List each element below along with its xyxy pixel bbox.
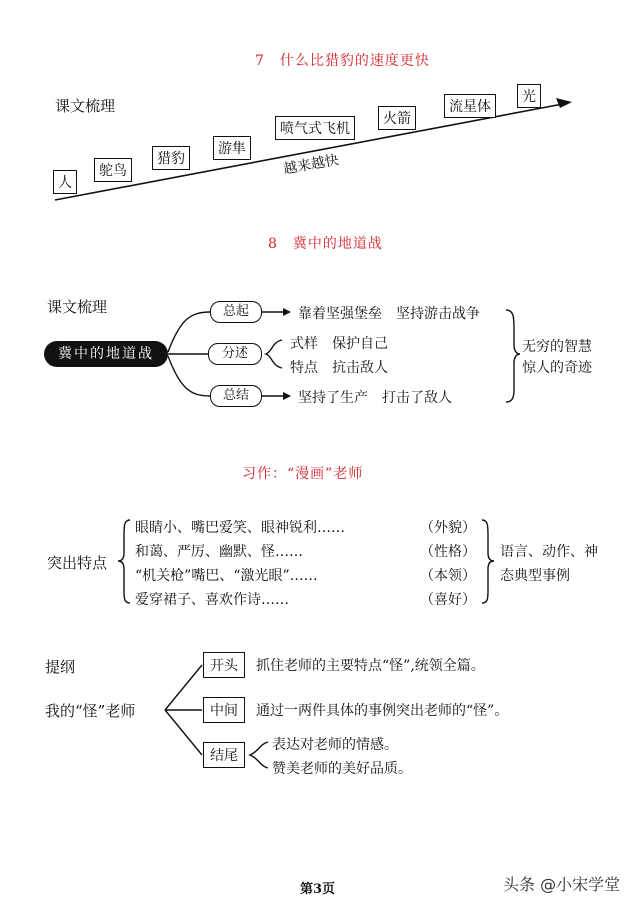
lesson8-center-node: 冀中的地道战: [44, 341, 168, 367]
step-box-7: 流星体: [444, 94, 496, 118]
outline-tag-opening: 开头: [203, 652, 245, 678]
outline-center: 我的“怪”老师: [45, 702, 136, 720]
feature-row-4: 爱穿裙子、喜欢作诗……: [135, 592, 289, 608]
lesson8-summary-1: 无穷的智慧: [522, 339, 592, 355]
branch-line-intro: 靠着坚强堡垒 坚持游击战争: [298, 306, 480, 322]
lesson7-title: 7 什么比猎豹的速度更快: [255, 53, 430, 69]
lesson8-section-label: 课文梳理: [47, 298, 108, 316]
feature-tag-4: （喜好）: [420, 592, 476, 608]
step-box-1: 人: [53, 170, 77, 194]
outline-tag-middle: 中间: [203, 697, 245, 723]
branch-tag-detail: 分述: [208, 343, 262, 365]
lesson8-title: 8 冀中的地道战: [268, 236, 383, 252]
branch-line-conclusion: 坚持了生产 打击了敌人: [298, 390, 452, 406]
composition-summary-1: 语言、动作、神: [500, 544, 598, 560]
step-box-2: 鸵鸟: [94, 158, 132, 182]
feature-tag-2: （性格）: [420, 544, 476, 560]
outline-tag-ending: 结尾: [203, 742, 245, 768]
step-box-6: 火箭: [378, 106, 416, 130]
composition-title: 习作：“漫画”老师: [242, 466, 364, 482]
feature-tag-1: （外貌）: [420, 520, 476, 536]
outline-text-ending-2: 赞美老师的美好品质。: [272, 761, 412, 777]
feature-row-3: “机关枪”嘴巴、“激光眼”……: [135, 568, 318, 584]
step-box-4: 游隼: [213, 136, 251, 160]
outline-label: 提纲: [45, 658, 76, 676]
outline-text-ending-1: 表达对老师的情感。: [272, 737, 398, 753]
feature-row-1: 眼睛小、嘴巴爱笑、眼神锐利……: [135, 520, 345, 536]
branch-line-detail-1: 式样 保护自己: [290, 336, 388, 352]
lesson7-section-label: 课文梳理: [55, 97, 116, 115]
step-box-8: 光: [517, 84, 541, 108]
trend-label: 越来越快: [282, 152, 341, 178]
watermark: 头条 @小宋学堂: [503, 875, 621, 894]
outline-text-middle: 通过一两件具体的事例突出老师的“怪”。: [256, 703, 509, 719]
feature-tag-3: （本领）: [420, 568, 476, 584]
branch-line-detail-2: 特点 抗击敌人: [290, 360, 388, 376]
composition-label: 突出特点: [47, 554, 108, 572]
lesson8-summary-2: 惊人的奇迹: [522, 360, 592, 376]
composition-summary-2: 态典型事例: [500, 568, 570, 584]
step-box-3: 猎豹: [152, 146, 190, 170]
page-number: 第3页: [300, 882, 336, 897]
feature-row-2: 和蔼、严厉、幽默、怪……: [135, 544, 303, 560]
outline-text-opening: 抓住老师的主要特点“怪”,统领全篇。: [256, 658, 485, 674]
step-box-5: 喷气式飞机: [275, 116, 355, 140]
branch-tag-conclusion: 总结: [210, 385, 262, 407]
branch-tag-intro: 总起: [210, 301, 262, 323]
